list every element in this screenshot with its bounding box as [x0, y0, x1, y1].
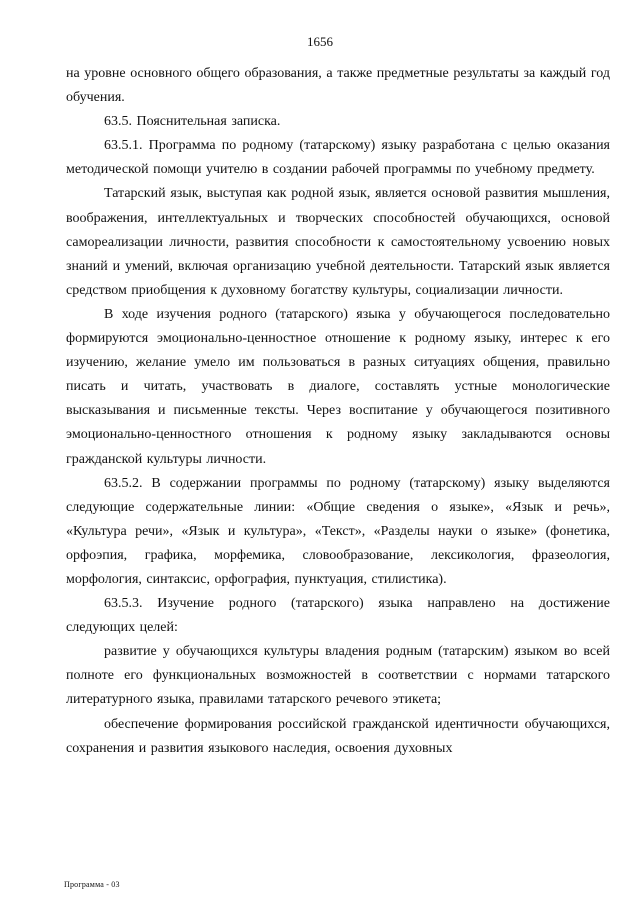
paragraph-goal-development: развитие у обучающихся культуры владения родным (татарским) языком во всей полноте его функциональных возможностей в соответствии с нормами татарского литературного языка, правилами татарского речевого этикета;: [66, 644, 610, 708]
paragraph-63-5-3: 63.5.3. Изучение родного (татарского) языка направлено на достижение следующих целей:: [66, 596, 610, 636]
page-number: 1656: [307, 34, 333, 49]
paragraph-continuation: на уровне основного общего образования, а также предметные результаты за каждый год обучения.: [66, 66, 610, 106]
paragraph-goal-identity: обеспечение формирования российской гражданской идентичности обучающихся, сохранения и развития языкового наследия, освоения духовных: [66, 716, 610, 756]
paragraph-63-5-2: 63.5.2. В содержании программы по родному (татарскому) языку выделяются следующие содержательные линии: «Общие сведения о языке», «Язык и речь», «Культура речи», «Язык и культура», «Текст», «Разделы науки о языке» (фонетика, орфоэпия, графика, морфемика, словообразование, лексикология, фразеология, морфология, синтаксис, орфография, пунктуация, стилистика).: [66, 475, 610, 587]
page-footer: Программа - 03: [64, 880, 120, 889]
document-body: [66, 62, 610, 761]
paragraph-63-5-1: 63.5.1. Программа по родному (татарскому) языку разработана с целью оказания методической помощи учителю в создании рабочей программы по учебному предмету.: [66, 138, 610, 178]
section-heading-63-5: 63.5. Пояснительная записка.: [104, 114, 281, 130]
paragraph-learning-process: В ходе изучения родного (татарского) языка у обучающегося последовательно формируются эмоционально-ценностное отношение к родному языку, интерес к его изучению, желание умело им пользоваться в разных ситуациях общения, правильно писать и читать, участвовать в диалоге, составлять устные монологические высказывания и письменные тексты. Через воспитание у обучающегося позитивного эмоционально-ценностного отношения к родному языку закладываются основы гражданской культуры личности.: [66, 306, 610, 467]
paragraph-tatar-language: Татарский язык, выступая как родной язык, является основой развития мышления, воображения, интеллектуальных и творческих способностей обучающихся, основой самореализации личности, развития способности к самостоятельному усвоению новых знаний и умений, включая организацию учебной деятельности. Татарский язык является средством приобщения к духовному богатству культуры, социализации личности.: [66, 186, 610, 298]
